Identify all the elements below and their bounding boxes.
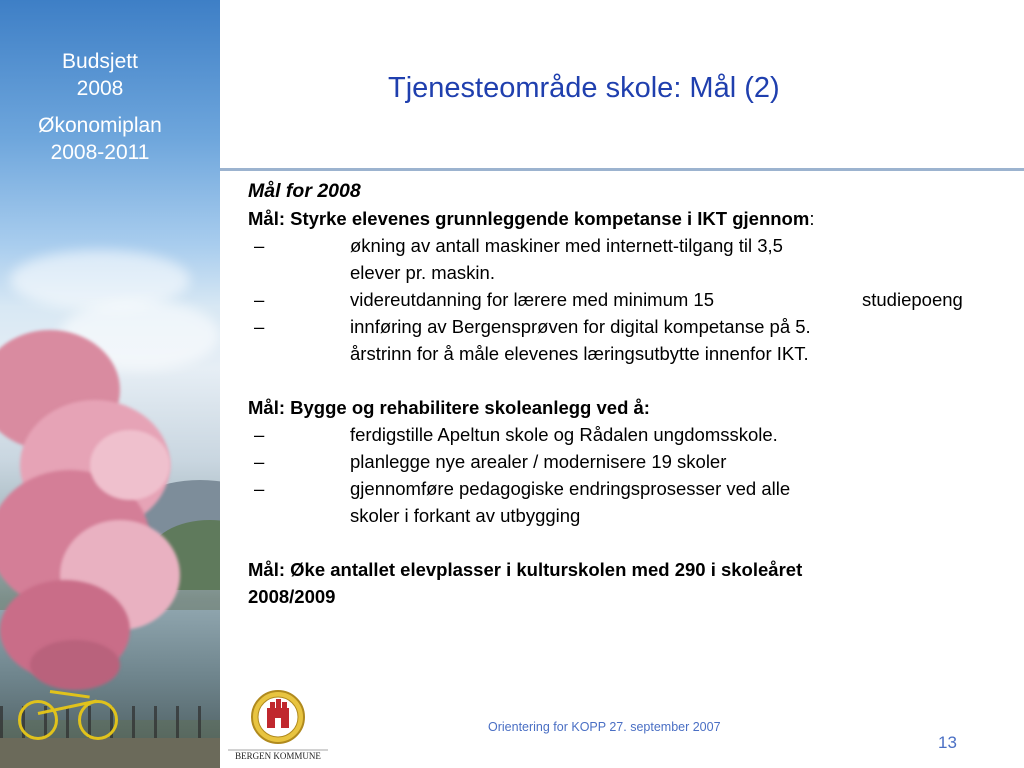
sidebar-line-okonomiplan: Økonomiplan xyxy=(38,114,162,137)
bullet-dash: – xyxy=(254,451,265,472)
slide-title: Tjenesteområde skole: Mål (2) xyxy=(388,72,780,104)
goal3-heading-line2: 2008/2009 xyxy=(248,586,336,607)
slide-content xyxy=(248,178,1008,610)
sidebar-photo xyxy=(0,0,220,768)
bullet-dash: – xyxy=(254,424,265,445)
bullet-dash: – xyxy=(254,289,265,310)
bullet-dash: – xyxy=(254,316,265,337)
sidebar-line-year: 2008 xyxy=(76,77,124,100)
list-item xyxy=(248,421,1008,448)
bullet-text: innføring av Bergensprøven for digital kompetanse på 5. xyxy=(350,316,811,337)
goal1-heading xyxy=(248,205,1008,232)
logo-text: BERGEN KOMMUNE xyxy=(235,751,321,761)
bullet-text: videreutdanning for lærere med minimum 15 xyxy=(350,289,715,310)
bullet-text: gjennomføre pedagogiske endringsprosesser ved alle xyxy=(350,478,791,499)
goal1-heading-suffix: : xyxy=(809,208,815,229)
bullet-dash: – xyxy=(254,235,265,256)
list-item xyxy=(248,286,1008,313)
sidebar-title xyxy=(0,48,200,166)
bullet-continuation: årstrinn for å måle elevenes læringsutbytte innenfor IKT. xyxy=(350,343,809,364)
city-seal-icon xyxy=(226,688,330,762)
bullet-text: ferdigstille Apeltun skole og Rådalen ungdomsskole. xyxy=(350,424,778,445)
goal3-heading-line1: Mål: Øke antallet elevplasser i kulturskolen med 290 i skoleåret xyxy=(248,559,803,580)
footer-caption: Orientering for KOPP 27. september 2007 xyxy=(488,720,721,734)
bullet-dash: – xyxy=(254,478,265,499)
bullet-continuation: skoler i forkant av utbygging xyxy=(350,505,581,526)
bullet-text: økning av antall maskiner med internett-tilgang til 3,5 xyxy=(350,235,783,256)
goal2-heading: Mål: Bygge og rehabilitere skoleanlegg ved å: xyxy=(248,397,650,418)
bullet-tail: studiepoeng xyxy=(862,289,963,310)
goals-subheading: Mål for 2008 xyxy=(248,180,361,202)
list-item xyxy=(248,232,1008,259)
list-item xyxy=(248,475,1008,502)
bullet-continuation: elever pr. maskin. xyxy=(350,262,495,283)
bergen-kommune-logo xyxy=(226,688,330,762)
list-item xyxy=(248,448,1008,475)
goal1-heading-text: Mål: Styrke elevenes grunnleggende kompetanse i IKT gjennom xyxy=(248,208,810,229)
title-divider xyxy=(220,168,1024,171)
list-item xyxy=(248,313,1008,340)
bullet-text: planlegge nye arealer / modernisere 19 skoler xyxy=(350,451,727,472)
sidebar-line-budsjett: Budsjett xyxy=(62,50,138,73)
page-number: 13 xyxy=(938,733,957,752)
sidebar-line-period: 2008-2011 xyxy=(50,141,150,164)
